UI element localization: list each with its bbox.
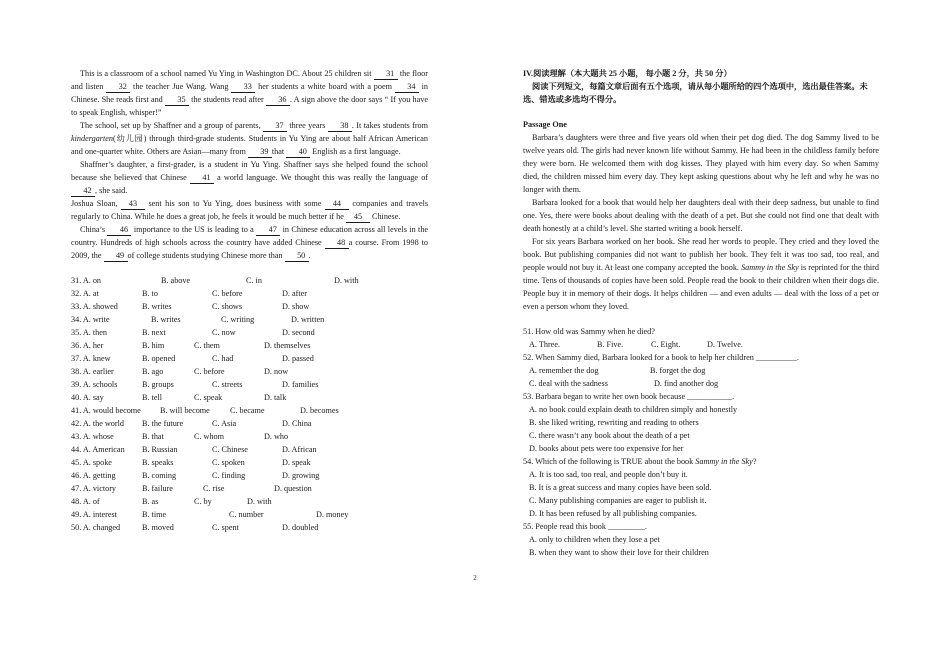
option-37-a[interactable]: 37. A. knew xyxy=(71,354,111,363)
option-39-b[interactable]: B. groups xyxy=(142,380,174,389)
option-39-d[interactable]: D. families xyxy=(282,380,319,389)
option-38-b[interactable]: B. ago xyxy=(142,367,164,376)
blank-42[interactable]: 42 xyxy=(71,186,95,197)
question-55: 55. People read this book _________. xyxy=(523,522,647,531)
option-33-b[interactable]: B. writes xyxy=(142,302,172,311)
option-32-d[interactable]: D. after xyxy=(282,289,308,298)
option-46-c[interactable]: C. finding xyxy=(212,471,246,480)
cloze-paragraph-1: This is a classroom of a school named Yu Ying in Washington DC. About 25 children sit 31 the floor and listen 32 the teacher Jue Wang. Wang 33 her students a white board with a poem 34 in Chinese. She reads first and 35 the students read after 36 . A sign above the door says “ If you have to speak English, whisper!” xyxy=(71,69,429,117)
option-35-d[interactable]: D. second xyxy=(282,328,315,337)
passage-paragraph-1: Barbara’s daughters were three and five years old when their pet dog died. The dog Sammy lived to be twelve years old. The girls had never known life without Sammy. He had been in the childless family before they were born. He welcomed them with dog kisses. They played with him every day. So when Sammy died, the children missed him every day. They kept asking questions about why he left and why he was no longer with them. xyxy=(523,133,879,194)
option-42-d[interactable]: D. China xyxy=(282,419,312,428)
option-47-a[interactable]: 47. A. victory xyxy=(71,484,117,493)
option-34-d[interactable]: D. written xyxy=(291,315,325,324)
options-52-row-1 xyxy=(523,364,879,377)
option-44-d[interactable]: D. African xyxy=(282,445,317,454)
option-53-d[interactable]: D. books about pets were too expensive for her xyxy=(529,444,684,453)
cloze-paragraph-5: China’s 46 importance to the US is leading to a 47 in Chinese education across all levels in the country. Hundreds of high schools across the country have added Chinese 48 a course. From 1998 to 2009, the 49 of college students studying Chinese more than 50 . xyxy=(71,225,429,260)
blank-40[interactable]: 40 xyxy=(286,147,310,158)
option-43-a[interactable]: 43. A. whose xyxy=(71,432,114,441)
option-39-c[interactable]: C. streets xyxy=(212,380,243,389)
passage-paragraph-3: For six years Barbara worked on her book. She read her words to people. They cried and they loved the book. But publishing companies did not want to publish her book. They felt it was too sad, too real, and people would not buy it. At least one company accepted the book. Sammy in the Sky is reprinted for the third time. Tens of thousands of copies have been sold. People read the book to their children when their dogs die. People buy it in memory of their dogs. It helps children — and even adults — deal with the loss of a pet or even a person whom they loved. xyxy=(523,237,880,311)
option-35-b[interactable]: B. next xyxy=(142,328,166,337)
options-36 xyxy=(71,339,428,352)
option-54-b[interactable]: B. It is a great success and many copies have been sold. xyxy=(529,483,712,492)
option-31-b[interactable]: B. above xyxy=(161,276,191,285)
options-52-row-2 xyxy=(523,377,879,390)
options-38 xyxy=(71,365,428,378)
option-51-d[interactable]: D. Twelve. xyxy=(707,340,743,349)
option-34-a[interactable]: 34. A. write xyxy=(71,315,110,324)
option-38-a[interactable]: 38. A. earlier xyxy=(71,367,114,376)
option-40-c[interactable]: C. speak xyxy=(194,393,223,402)
option-42-c[interactable]: C. Asia xyxy=(212,419,237,428)
options-44 xyxy=(71,443,428,456)
options-35 xyxy=(71,326,428,339)
option-37-c[interactable]: C. had xyxy=(212,354,234,363)
blank-39[interactable]: 39 xyxy=(248,147,272,158)
option-38-d[interactable]: D. now xyxy=(264,367,289,376)
option-32-b[interactable]: B. to xyxy=(142,289,158,298)
option-35-c[interactable]: C. now xyxy=(212,328,236,337)
blank-43[interactable]: 43 xyxy=(121,199,145,210)
option-41-b[interactable]: B. will become xyxy=(160,406,210,415)
blank-35[interactable]: 35 xyxy=(165,95,189,106)
option-55-b[interactable]: B. when they want to show their love for their children xyxy=(529,548,709,557)
blank-38[interactable]: 38 xyxy=(328,121,352,132)
options-39 xyxy=(71,378,428,391)
blank-49[interactable]: 49 xyxy=(104,251,128,262)
option-35-a[interactable]: 35. A. then xyxy=(71,328,107,337)
option-49-d[interactable]: D. money xyxy=(316,510,349,519)
cloze-paragraph-3: Shaffner’s daughter, a first-grader, is a student in Yu Ying. Shaffner says she helped found the school because she believed that Chinese 41 a world language. We thought this was really the language of 42 , she said. xyxy=(71,160,429,195)
option-54-a[interactable]: A. It is too sad, too real, and people don’t buy it. xyxy=(529,470,688,479)
options-33 xyxy=(71,300,428,313)
cloze-paragraph-2: The school, set up by Shaffner and a group of parents, 37 three years 38 . It takes students from kindergarten(幼儿园) through third-grade students. Students in Yu Ying are about half African American and one-quarter white. Others are Asian—many from 39 that 40 English as a first language. xyxy=(71,121,429,156)
option-46-a[interactable]: 46. A. getting xyxy=(71,471,116,480)
cloze-options-list xyxy=(71,274,428,534)
blank-34[interactable]: 34 xyxy=(395,82,419,93)
option-47-b[interactable]: B. failure xyxy=(142,484,173,493)
passage-title: Passage One xyxy=(523,120,567,129)
options-32 xyxy=(71,287,428,300)
option-36-b[interactable]: B. him xyxy=(142,341,165,350)
options-42 xyxy=(71,417,428,430)
question-52: 52. When Sammy died, Barbara looked for a book to help her children __________. xyxy=(523,353,799,362)
option-53-c[interactable]: C. there wasn’t any book about the death of a pet xyxy=(529,431,690,440)
blank-33[interactable]: 33 xyxy=(231,82,255,93)
options-40 xyxy=(71,391,428,404)
options-43 xyxy=(71,430,428,443)
option-44-c[interactable]: C. Chinese xyxy=(212,445,248,454)
option-42-b[interactable]: B. the future xyxy=(142,419,184,428)
option-54-c[interactable]: C. Many publishing companies are eager to publish it. xyxy=(529,496,707,505)
option-45-b[interactable]: B. speaks xyxy=(142,458,174,467)
option-51-b[interactable]: B. Five. xyxy=(597,340,624,349)
option-32-c[interactable]: C. before xyxy=(212,289,243,298)
options-50 xyxy=(71,521,428,534)
option-46-b[interactable]: B. coming xyxy=(142,471,177,480)
option-37-d[interactable]: D. passed xyxy=(282,354,314,363)
blank-50[interactable]: 50 xyxy=(285,251,309,262)
option-37-b[interactable]: B. opened xyxy=(142,354,176,363)
option-41-d[interactable]: D. becomes xyxy=(300,406,339,415)
option-34-c[interactable]: C. writing xyxy=(221,315,255,324)
option-44-a[interactable]: 44. A. American xyxy=(71,445,125,454)
options-37 xyxy=(71,352,428,365)
option-53-a[interactable]: A. no book could explain death to children simply and honestly xyxy=(529,405,738,414)
option-52-d[interactable]: D. find another dog xyxy=(654,379,719,388)
option-55-a[interactable]: A. only to children when they lose a pet xyxy=(529,535,660,544)
question-53: 53. Barbara began to write her own book because ___________. xyxy=(523,392,735,401)
option-41-a[interactable]: 41. A. would become xyxy=(71,406,141,415)
option-47-c[interactable]: C. rise xyxy=(203,484,225,493)
option-41-c[interactable]: C. became xyxy=(230,406,265,415)
option-45-a[interactable]: 45. A. spoke xyxy=(71,458,112,467)
option-48-d[interactable]: D. with xyxy=(247,497,272,506)
section-instruction: 阅读下列短文，每篇文章后面有五个选项，请从每小题所给的四个选项中，选出最佳答案。未选、错选或多选均不得分。 xyxy=(523,82,868,104)
option-49-a[interactable]: 49. A. interest xyxy=(71,510,117,519)
option-31-a[interactable]: 31. A. on xyxy=(71,276,102,285)
option-49-b[interactable]: B. time xyxy=(142,510,167,519)
option-47-d[interactable]: D. question xyxy=(274,484,312,493)
option-44-b[interactable]: B. Russian xyxy=(142,445,178,454)
passage-paragraph-2: Barbara looked for a book that would help her daughters deal with their deep sadness, but unable to find one. Yes, there were books about dealing with the death of a pet. But she could not find one that dealt with death honestly at a child’s level. She started writing a book herself. xyxy=(523,198,879,233)
options-31 xyxy=(71,274,428,287)
option-48-b[interactable]: B. as xyxy=(142,497,159,506)
blank-37[interactable]: 37 xyxy=(263,121,287,132)
option-39-a[interactable]: 39. A. schools xyxy=(71,380,118,389)
blank-45[interactable]: 45 xyxy=(346,212,370,223)
options-41 xyxy=(71,404,428,417)
option-50-d[interactable]: D. doubled xyxy=(282,523,319,532)
option-43-b[interactable]: B. that xyxy=(142,432,164,441)
option-36-d[interactable]: D. themselves xyxy=(264,341,311,350)
blank-31[interactable]: 31 xyxy=(374,69,398,80)
option-31-c[interactable]: C. in xyxy=(246,276,262,285)
option-52-b[interactable]: B. forget the dog xyxy=(650,366,706,375)
option-45-c[interactable]: C. spoken xyxy=(212,458,245,467)
option-45-d[interactable]: D. speak xyxy=(282,458,311,467)
option-50-c[interactable]: C. spent xyxy=(212,523,239,532)
cloze-paragraph-4: Joshua Sloan, 43 sent his son to Yu Ying, does business with some 44 companies and travels regularly to China. While he does a great job, he feels it would be much better if he 45 Chinese. xyxy=(71,199,429,221)
blank-48[interactable]: 48 xyxy=(325,238,349,249)
option-49-c[interactable]: C. number xyxy=(229,510,264,519)
option-48-c[interactable]: C. by xyxy=(194,497,212,506)
option-40-b[interactable]: B. tell xyxy=(142,393,163,402)
option-46-d[interactable]: D. growing xyxy=(282,471,320,480)
option-34-b[interactable]: B. writes xyxy=(151,315,181,324)
options-46 xyxy=(71,469,428,482)
option-36-a[interactable]: 36. A. her xyxy=(71,341,104,350)
blank-36[interactable]: 36 xyxy=(266,95,290,106)
option-38-c[interactable]: C. before xyxy=(194,367,225,376)
options-51 xyxy=(523,338,879,351)
options-47 xyxy=(71,482,428,495)
left-column xyxy=(71,67,428,534)
question-54: 54. Which of the following is TRUE about the book Sammy in the Sky? xyxy=(523,457,757,466)
option-53-b[interactable]: B. she liked writing, rewriting and reading to others xyxy=(529,418,699,427)
blank-46[interactable]: 46 xyxy=(107,225,131,236)
options-49 xyxy=(71,508,428,521)
option-50-b[interactable]: B. moved xyxy=(142,523,174,532)
option-52-c[interactable]: C. deal with the sadness xyxy=(529,379,608,388)
section-header: IV.阅读理解（本大题共 25 小题， 每小题 2 分，共 50 分） xyxy=(523,69,732,78)
blank-47[interactable]: 47 xyxy=(256,225,280,236)
right-column xyxy=(523,67,879,559)
blank-41[interactable]: 41 xyxy=(190,173,214,184)
option-40-d[interactable]: D. talk xyxy=(264,393,287,402)
option-54-d[interactable]: D. It has been refused by all publishing companies. xyxy=(529,509,697,518)
options-48 xyxy=(71,495,428,508)
option-51-c[interactable]: C. Eight. xyxy=(651,340,681,349)
option-48-a[interactable]: 48. A. of xyxy=(71,497,100,506)
option-32-a[interactable]: 32. A. at xyxy=(71,289,99,298)
question-51: 51. How old was Sammy when he died? xyxy=(523,327,655,336)
options-45 xyxy=(71,456,428,469)
option-51-a[interactable]: A. Three. xyxy=(529,340,560,349)
option-33-d[interactable]: D. show xyxy=(282,302,310,311)
option-52-a[interactable]: A. remember the dog xyxy=(529,366,599,375)
option-33-c[interactable]: C. shows xyxy=(212,302,243,311)
option-31-d[interactable]: D. with xyxy=(334,276,359,285)
blank-32[interactable]: 32 xyxy=(106,82,130,93)
option-43-d[interactable]: D. who xyxy=(264,432,289,441)
option-42-a[interactable]: 42. A. the world xyxy=(71,419,124,428)
option-40-a[interactable]: 40. A. say xyxy=(71,393,104,402)
option-33-a[interactable]: 33. A. showed xyxy=(71,302,118,311)
option-36-c[interactable]: C. them xyxy=(194,341,220,350)
option-50-a[interactable]: 50. A. changed xyxy=(71,523,121,532)
page-number: 2 xyxy=(473,574,477,582)
option-43-c[interactable]: C. whom xyxy=(194,432,225,441)
blank-44[interactable]: 44 xyxy=(325,199,349,210)
options-34 xyxy=(71,313,428,326)
